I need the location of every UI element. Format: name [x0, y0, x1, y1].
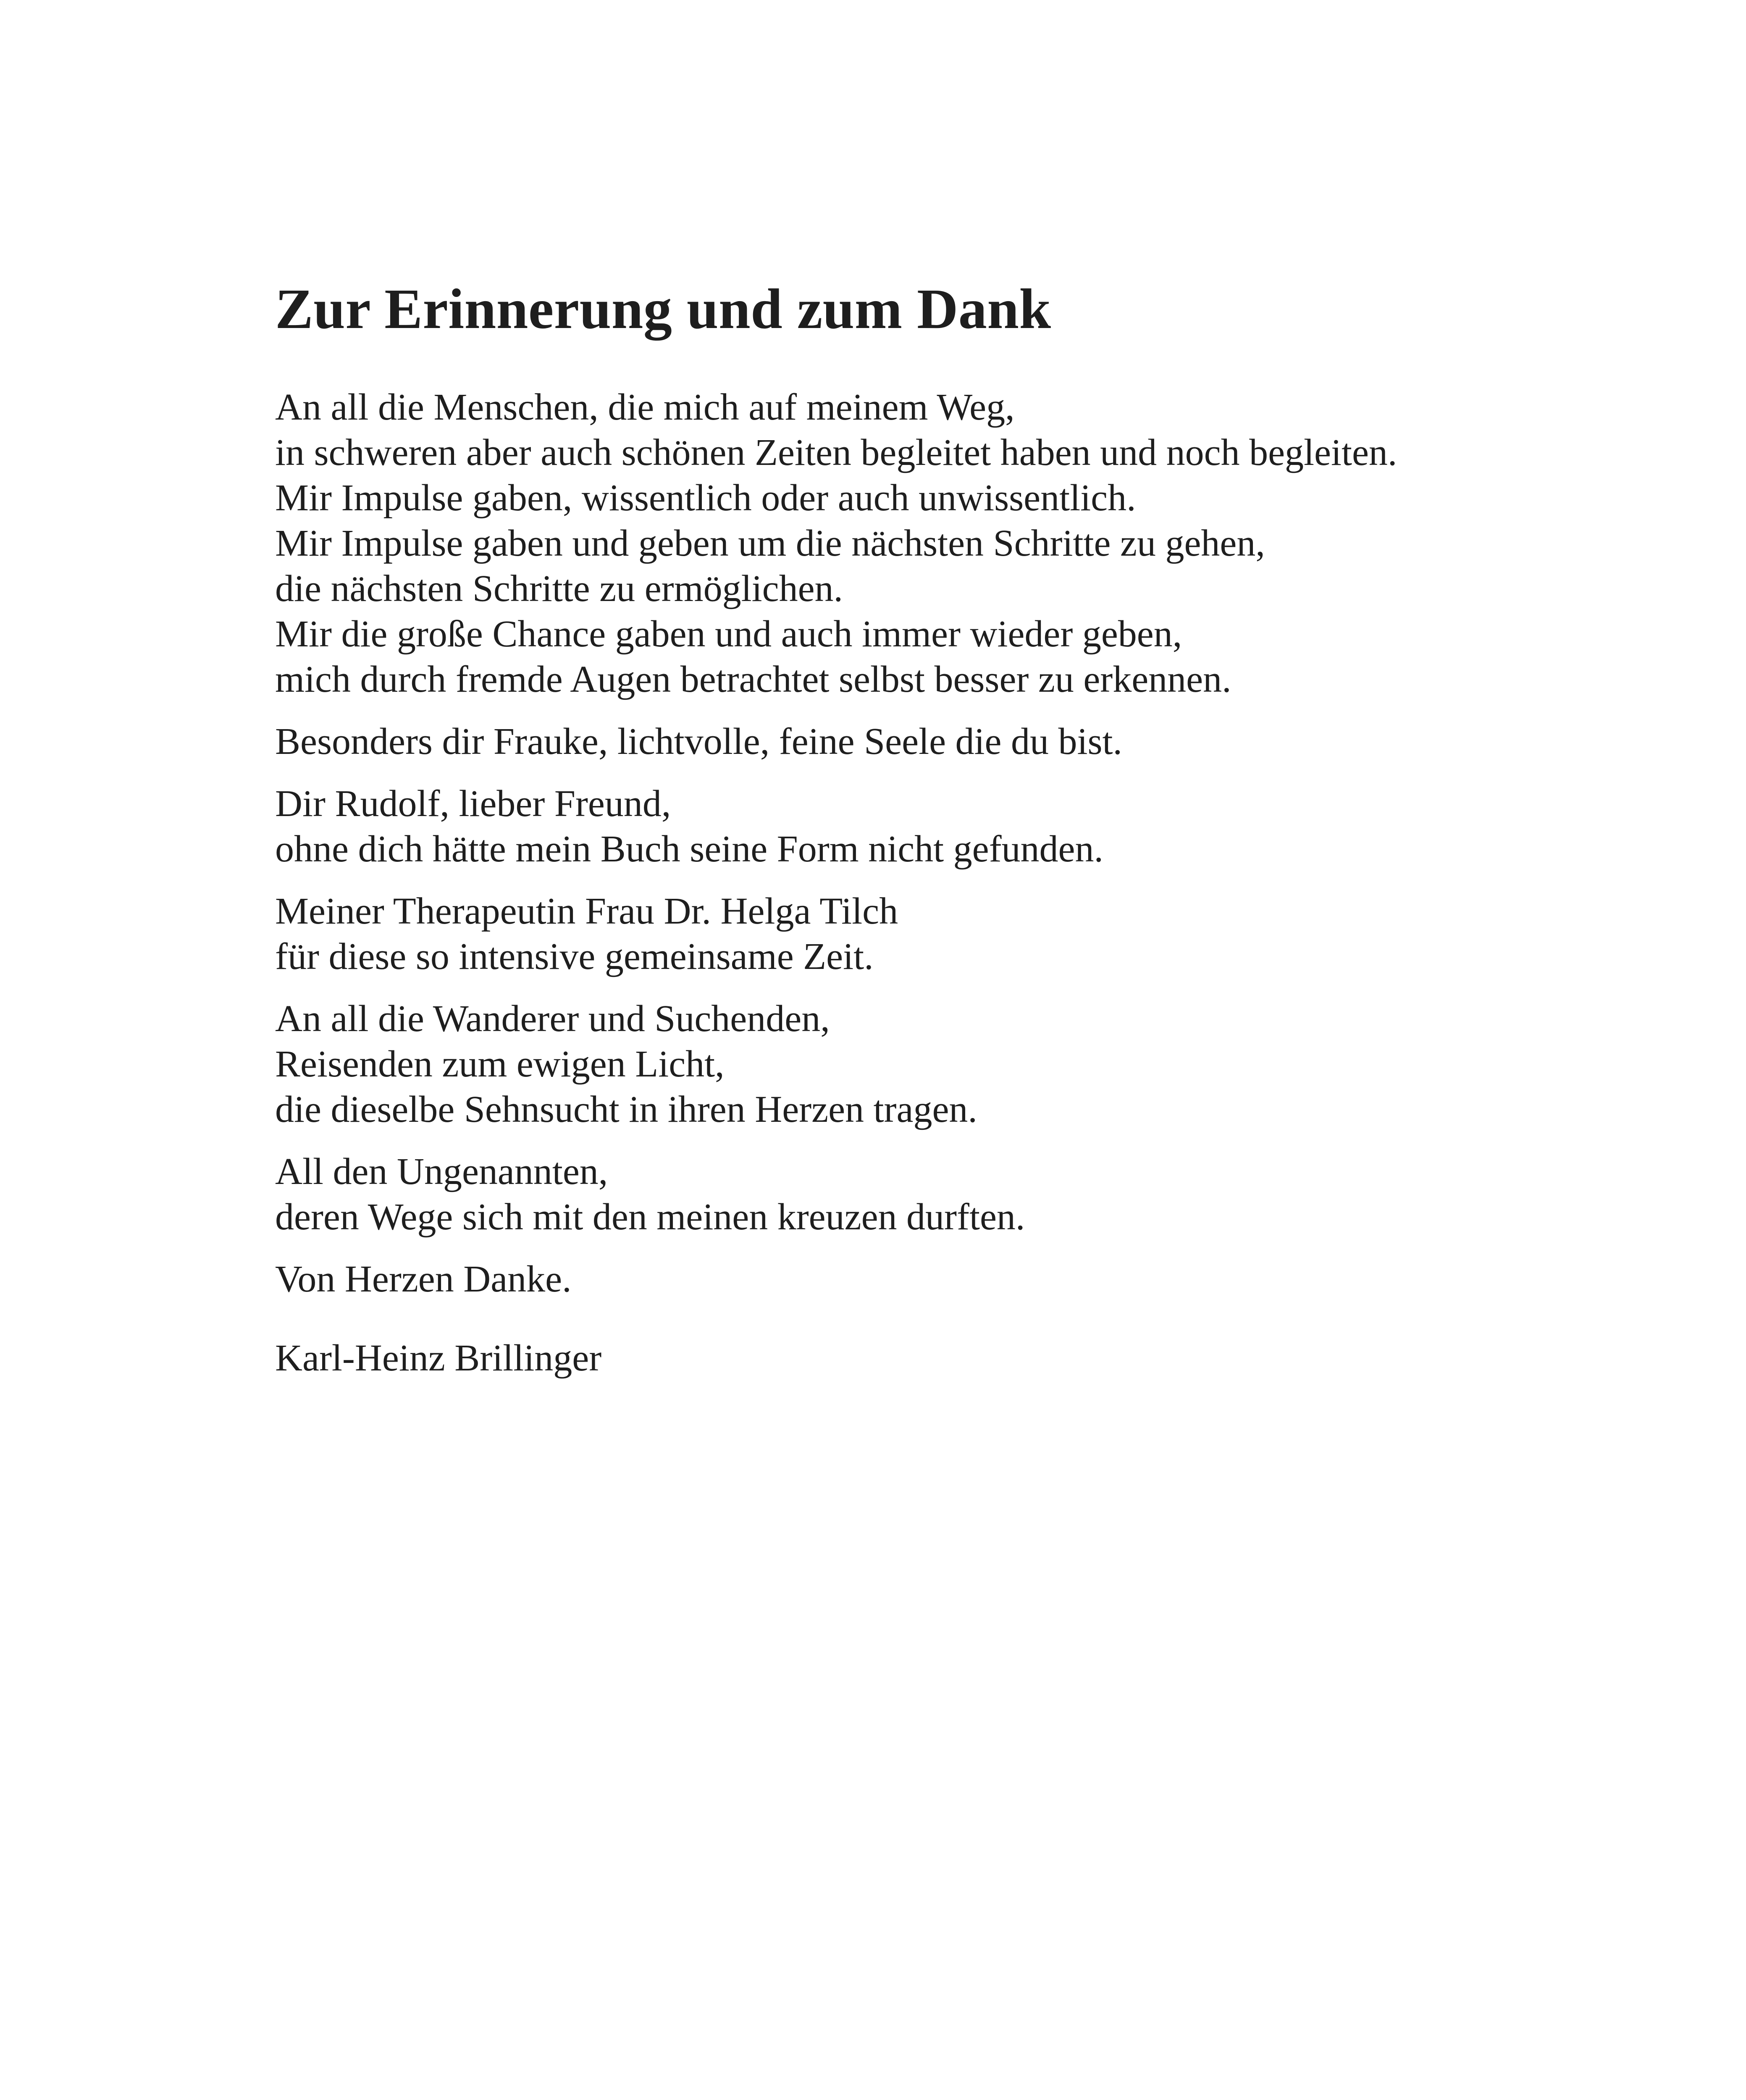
text-line: Mir Impulse gaben, wissentlich oder auch unwissentlich.: [275, 477, 1136, 519]
text-line: An all die Wanderer und Suchenden,: [275, 998, 830, 1040]
text-line: die dieselbe Sehnsucht in ihren Herzen tragen.: [275, 1089, 977, 1131]
paragraph-rudolf: [275, 781, 1577, 872]
page-title: Zur Erinnerung und zum Dank: [275, 278, 1051, 341]
text-line: Mir Impulse gaben und geben um die nächsten Schritte zu gehen,: [275, 522, 1265, 564]
text-line: deren Wege sich mit den meinen kreuzen durften.: [275, 1196, 1025, 1238]
paragraph-thanks: [275, 1257, 1577, 1302]
text-line: All den Ungenannten,: [275, 1151, 608, 1193]
text-line: Besonders dir Frauke, lichtvolle, feine Seele die du bist.: [275, 721, 1123, 763]
text-line: Reisenden zum ewigen Licht,: [275, 1043, 725, 1085]
paragraph-unnamed: [275, 1149, 1577, 1240]
text-line: ohne dich hätte mein Buch seine Form nicht gefunden.: [275, 828, 1104, 870]
text-line: mich durch fremde Augen betrachtet selbst besser zu erkennen.: [275, 659, 1231, 701]
text-line: die nächsten Schritte zu ermöglichen.: [275, 568, 843, 610]
paragraph-therapist: [275, 889, 1577, 979]
text-line: Mir die große Chance gaben und auch immer wieder geben,: [275, 613, 1182, 655]
paragraph-people: [275, 385, 1577, 702]
dedication-section: [275, 275, 1577, 1381]
text-line: Dir Rudolf, lieber Freund,: [275, 783, 671, 825]
paragraph-frauke: [275, 719, 1577, 764]
paragraph-wanderers: [275, 996, 1577, 1132]
text-line: Von Herzen Danke.: [275, 1258, 572, 1300]
text-line: Meiner Therapeutin Frau Dr. Helga Tilch: [275, 890, 898, 932]
text-line: für diese so intensive gemeinsame Zeit.: [275, 936, 874, 978]
author-signature: Karl-Heinz Brillinger: [275, 1337, 602, 1379]
dedication-body: [275, 385, 1577, 1302]
text-line: in schweren aber auch schönen Zeiten begleitet haben und noch begleiten.: [275, 432, 1397, 474]
text-line: An all die Menschen, die mich auf meinem Weg,: [275, 386, 1015, 428]
